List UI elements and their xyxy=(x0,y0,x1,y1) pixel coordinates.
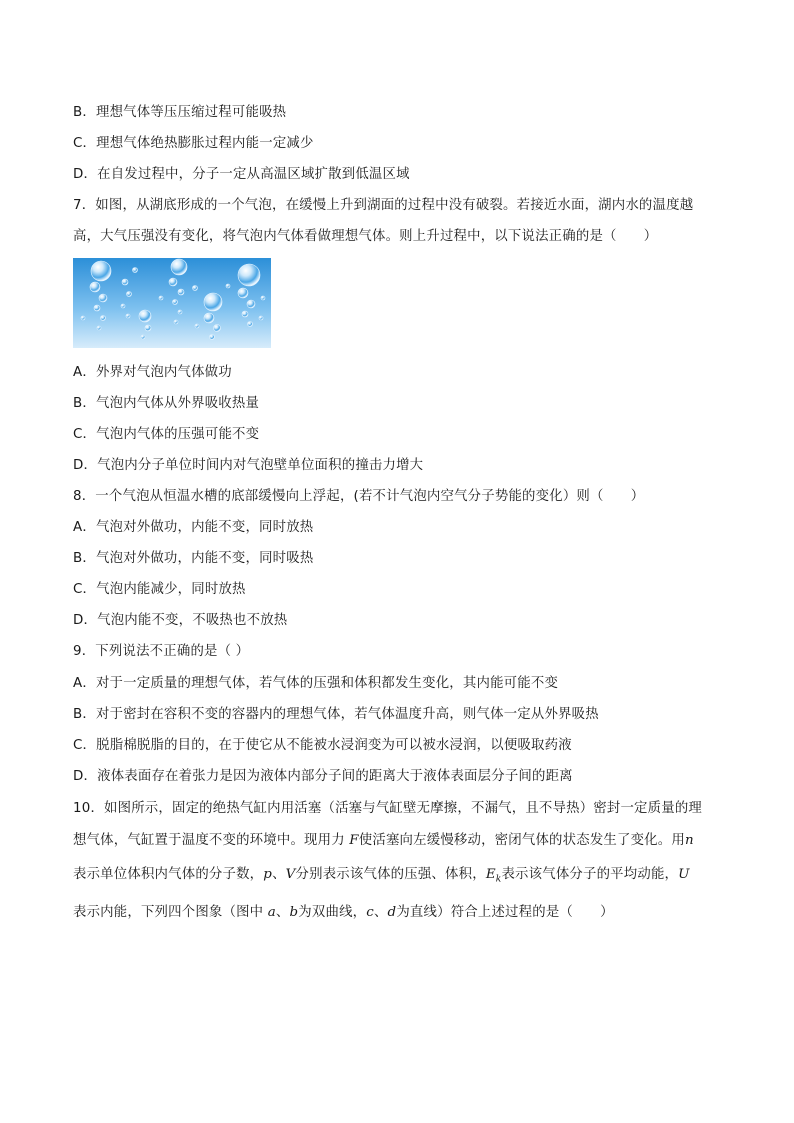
q10-stem-line-1: 10．如图所示，固定的绝热气缸内用活塞（活塞与气缸壁无摩擦，不漏气，且不导热）密封一定质量的理 xyxy=(73,801,703,816)
var-v: V xyxy=(285,867,296,882)
q10-text: 想气体，气缸置于温度不变的环境中。现用力 xyxy=(73,833,350,848)
bubbles-in-water-image xyxy=(73,258,271,348)
var-b: b xyxy=(289,905,299,920)
var-ek: E xyxy=(485,867,496,882)
var-c: c xyxy=(366,905,374,920)
q10-text: 分别表示该气体的压强、体积， xyxy=(295,867,486,882)
q9-stem: 9．下列说法不正确的是（ ） xyxy=(73,644,250,659)
q7-stem-line-1: 7．如图，从湖底形成的一个气泡，在缓慢上升到湖面的过程中没有破裂。若接近水面，湖内水的温度越 xyxy=(73,198,694,213)
q10-text: 、 xyxy=(373,905,388,920)
q10-text: 为双曲线， xyxy=(298,905,367,920)
q8-option-a: A．气泡对外做功，内能不变，同时放热 xyxy=(73,520,314,535)
var-u: U xyxy=(678,867,690,882)
q8-stem: 8．一个气泡从恒温水槽的底部缓慢向上浮起，(若不计气泡内空气分子势能的变化）则（ ） xyxy=(73,489,645,504)
q8-option-c: C．气泡内能减少，同时放热 xyxy=(73,582,246,597)
var-f: F xyxy=(349,833,359,848)
q10-text: 使活塞向左缓慢移动，密闭气体的状态发生了变化。用 xyxy=(358,833,685,848)
q9-option-c: C．脱脂棉脱脂的目的，在于使它从不能被水浸润变为可以被水浸润，以便吸取药液 xyxy=(73,738,572,753)
q10-text: 、 xyxy=(275,905,290,920)
var-ek-subscript: k xyxy=(495,874,502,885)
q10-text: 为直线）符合上述过程的是（ ） xyxy=(396,905,614,920)
q6-option-d: D．在自发过程中，分子一定从高温区域扩散到低温区域 xyxy=(73,167,410,182)
var-d: d xyxy=(387,905,397,920)
q10-stem-line-2 xyxy=(73,832,694,850)
q7-option-d: D．气泡内分子单位时间内对气泡壁单位面积的撞击力增大 xyxy=(73,458,424,473)
var-p: p xyxy=(263,867,273,882)
q6-option-b: B．理想气体等压压缩过程可能吸热 xyxy=(73,105,287,120)
q10-stem-line-3 xyxy=(73,866,690,889)
q10-stem-line-4 xyxy=(73,904,614,922)
q10-text: 、 xyxy=(272,867,286,882)
var-a: a xyxy=(267,905,276,920)
q7-option-b: B．气泡内气体从外界吸收热量 xyxy=(73,396,260,411)
q10-text: 表示该气体分子的平均动能， xyxy=(501,867,679,882)
var-n: n xyxy=(684,833,694,848)
q7-stem-line-2: 高，大气压强没有变化，将气泡内气体看做理想气体。则上升过程中，以下说法正确的是（ ） xyxy=(73,229,658,244)
q10-text: 表示内能，下列四个图象（图中 xyxy=(73,905,268,920)
q7-option-a: A．外界对气泡内气体做功 xyxy=(73,365,232,380)
q8-option-d: D．气泡内能不变，不吸热也不放热 xyxy=(73,613,288,628)
q7-option-c: C．气泡内气体的压强可能不变 xyxy=(73,427,260,442)
q9-option-a: A．对于一定质量的理想气体，若气体的压强和体积都发生变化，其内能可能不变 xyxy=(73,676,559,691)
q9-option-b: B．对于密封在容积不变的容器内的理想气体，若气体温度升高，则气体一定从外界吸热 xyxy=(73,707,599,722)
q6-option-c: C．理想气体绝热膨胀过程内能一定减少 xyxy=(73,136,314,151)
q9-option-d: D．液体表面存在着张力是因为液体内部分子间的距离大于液体表面层分子间的距离 xyxy=(73,769,573,784)
q8-option-b: B．气泡对外做功，内能不变，同时吸热 xyxy=(73,551,314,566)
q10-text: 表示单位体积内气体的分子数， xyxy=(73,867,264,882)
